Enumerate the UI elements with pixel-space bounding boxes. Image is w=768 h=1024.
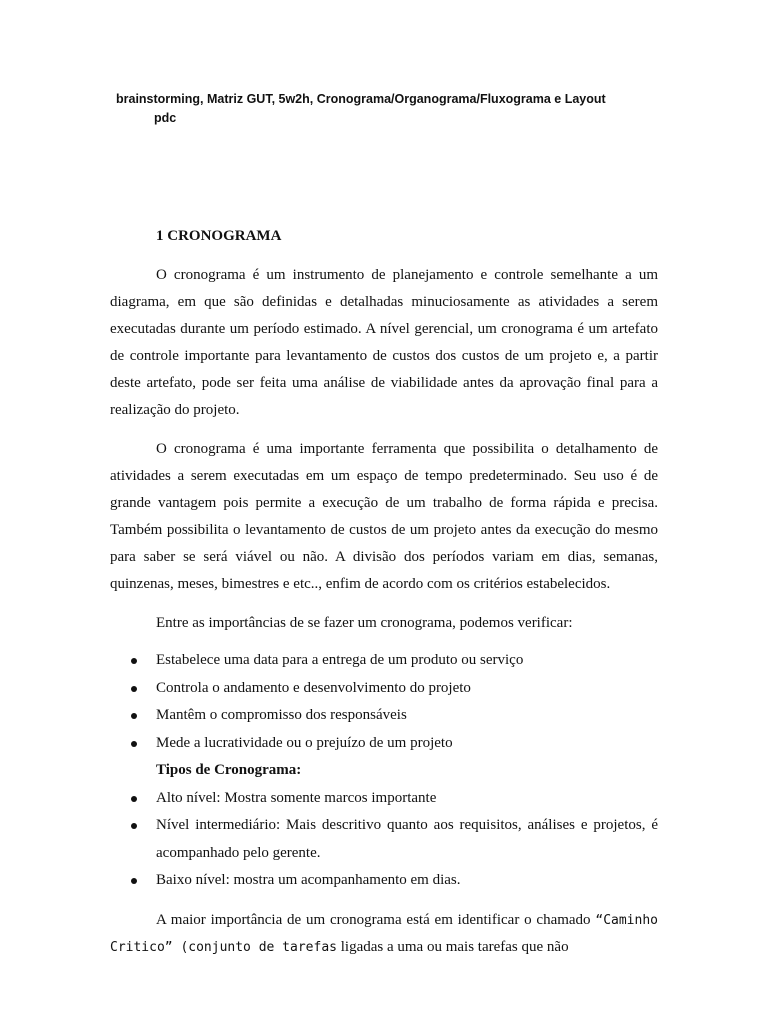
importances-list: [110, 647, 658, 785]
types-list: [110, 785, 658, 895]
section-heading: 1 CRONOGRAMA: [156, 228, 282, 244]
list-item: Estabelece uma data para a entrega de um produto ou serviço: [110, 647, 658, 675]
paragraph-1: O cronograma é um instrumento de planejamento e controle semelhante a um diagrama, em que são definidas e detalhadas minuciosamente as atividades a serem executadas durante um período estimado. A nível gerencial, um cronograma é um artefato de controle importante para levantamento de custos dos custos de um projeto e, a partir deste artefato, pode ser feita uma análise de viabilidade antes da aprovação final para a realização do projeto.: [110, 267, 658, 418]
header-title: brainstorming, Matriz GUT, 5w2h, Cronograma/Organograma/Fluxograma e Layout: [116, 92, 606, 106]
paragraph-2: O cronograma é uma importante ferramenta que possibilita o detalhamento de atividades a serem executadas em um espaço de tempo predeterminado. Seu uso é de grande vantagem pois permite a execução de um trabalho de forma rápida e precisa. Também possibilita o levantamento de custos de um projeto antes da execução do mesmo para saber se será viável ou não. A divisão dos períodos variam em dias, semanas, quinzenas, meses, bimestres e etc.., enfim de acordo com os critérios estabelecidos.: [110, 441, 658, 592]
list-item: Controla o andamento e desenvolvimento do projeto: [110, 675, 658, 703]
list-item: Alto nível: Mostra somente marcos importante: [110, 785, 658, 813]
document-body: [110, 224, 658, 973]
document-header: [116, 90, 736, 128]
list-item: Mantêm o compromisso dos responsáveis: [110, 702, 658, 730]
list-item: Nível intermediário: Mais descritivo quanto aos requisitos, análises e projetos, é acompanhado pelo gerente.: [110, 812, 658, 867]
header-subtitle: pdc: [154, 111, 177, 125]
paragraph-3-start: A maior importância de um cronograma está em identificar o chamado: [156, 911, 591, 928]
list-item: Baixo nível: mostra um acompanhamento em dias.: [110, 867, 658, 895]
paragraph-3-end: ligadas a uma ou mais tarefas que não: [340, 938, 569, 955]
list-item: Mede a lucratividade ou o prejuízo de um projeto: [110, 730, 658, 758]
paragraph-3-mono: “Caminho Critico” (conjunto de tarefas: [110, 912, 658, 955]
paragraph-3: [110, 907, 658, 961]
types-heading: Tipos de Cronograma:: [156, 762, 302, 778]
list-intro: Entre as importâncias de se fazer um cronograma, podemos verificar:: [156, 615, 573, 631]
